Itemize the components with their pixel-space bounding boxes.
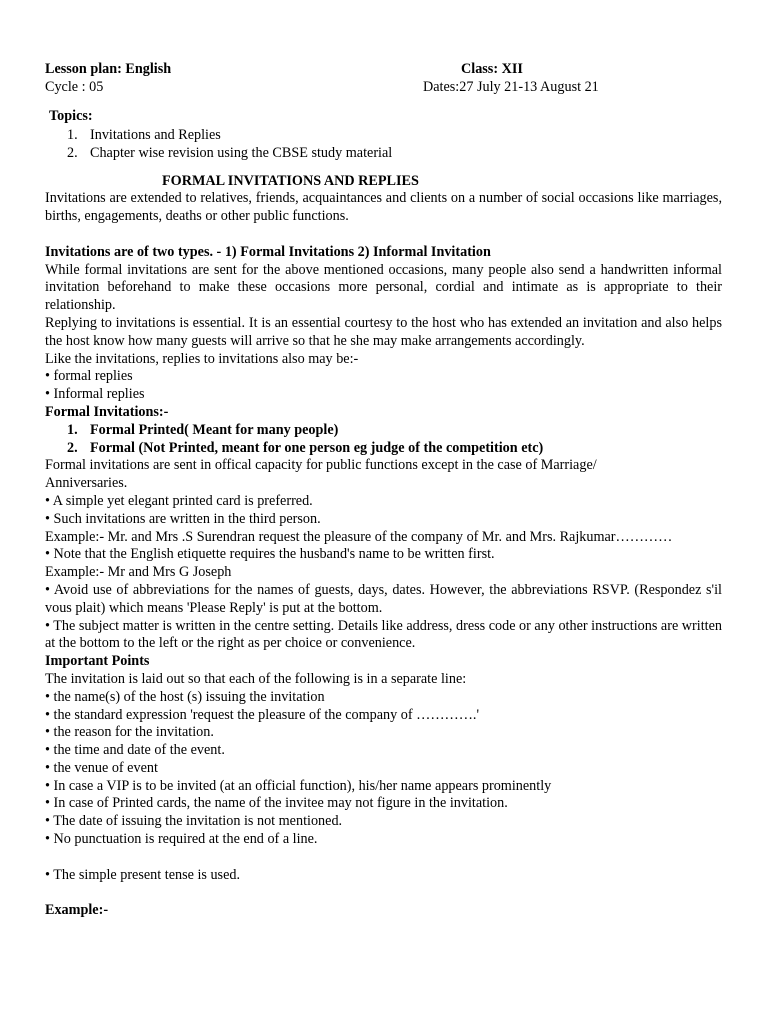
dates-label: Dates:27 July 21-13 August 21 [423, 79, 599, 95]
list-item: 1. Invitations and Replies [67, 127, 221, 143]
types-heading: Invitations are of two types. - 1) Formal Invitations 2) Informal Invitation [45, 243, 491, 260]
cycle-label: Cycle : 05 [45, 79, 104, 95]
topics-list [45, 127, 722, 163]
topics-heading: Topics: [49, 108, 93, 124]
formal-line-2: Anniversaries. [45, 475, 128, 492]
list-item: • Such invitations are written in the third person. [45, 510, 321, 527]
list-item: • Avoid use of abbreviations for the names of guests, days, dates. However, the abbreviations RSVP. (Respondez s'il vous plait) which means 'Please Reply' is put at the bottom. [45, 581, 722, 616]
list-item: • the standard expression 'request the pleasure of the company of ………….' [45, 706, 480, 723]
layout-intro: The invitation is laid out so that each of the following is in a separate line: [45, 670, 467, 687]
reply-paragraph: Replying to invitations is essential. It is an essential courtesy to the host who has extended an invitation and also helps the host know how many guests will arrive so that he she may make arrangements accordingly. [45, 314, 722, 349]
example-1: Example:- Mr. and Mrs .S Surendran request the pleasure of the company of Mr. and Mrs. Rajkumar………… [45, 528, 673, 545]
formal-line-1: Formal invitations are sent in offical capacity for public functions except in the case of Marriage/ [45, 457, 597, 474]
important-points-heading: Important Points [45, 653, 150, 670]
list-item: 2. Chapter wise revision using the CBSE study material [67, 144, 393, 161]
list-item: • In case a VIP is to be invited (at an official function), his/her name appears prominently [45, 777, 552, 794]
example-2: Example:- Mr and Mrs G Joseph [45, 564, 232, 581]
class-label: Class: XII [461, 61, 523, 77]
formal-types-list [45, 422, 722, 458]
list-item: 1. Formal Printed( Meant for many people) [67, 421, 339, 438]
list-item: • No punctuation is required at the end of a line. [45, 831, 318, 848]
formal-invitations-heading: Formal Invitations:- [45, 403, 169, 420]
list-item: • Note that the English etiquette requires the husband's name to be written first. [45, 546, 495, 563]
formal-paragraph: While formal invitations are sent for the above mentioned occasions, many people also send a handwritten informal invitation beforehand to make these occasions more personal, cordial and intimate as is appropriate to their relationship. [45, 261, 722, 314]
page-title: FORMAL INVITATIONS AND REPLIES [162, 172, 419, 189]
intro-paragraph: Invitations are extended to relatives, friends, acquaintances and clients on a number of social occasions like marriages, births, engagements, deaths or other public functions. [45, 190, 722, 225]
list-item: • the reason for the invitation. [45, 724, 214, 741]
list-item: • The subject matter is written in the centre setting. Details like address, dress code or any other instructions are written at the bottom to the left or the right as per choice or convenience. [45, 617, 722, 652]
lesson-plan-label: Lesson plan: English [45, 61, 172, 77]
list-item: • The date of issuing the invitation is not mentioned. [45, 813, 343, 830]
list-item: • formal replies [45, 368, 133, 385]
list-item: • the venue of event [45, 759, 158, 776]
list-item: 2. Formal (Not Printed, meant for one person eg judge of the competition etc) [67, 439, 544, 456]
list-item: • A simple yet elegant printed card is preferred. [45, 492, 313, 509]
header-row-2 [45, 78, 722, 96]
list-item: • Informal replies [45, 386, 145, 403]
list-item: • In case of Printed cards, the name of the invitee may not figure in the invitation. [45, 795, 508, 812]
header-row-1 [45, 60, 722, 78]
list-item: • the name(s) of the host (s) issuing the invitation [45, 688, 325, 705]
list-item: • The simple present tense is used. [45, 866, 241, 883]
replies-intro: Like the invitations, replies to invitations also may be:- [45, 350, 359, 367]
example-heading: Example:- [45, 902, 109, 919]
list-item: • the time and date of the event. [45, 742, 225, 759]
document-page [45, 60, 722, 920]
